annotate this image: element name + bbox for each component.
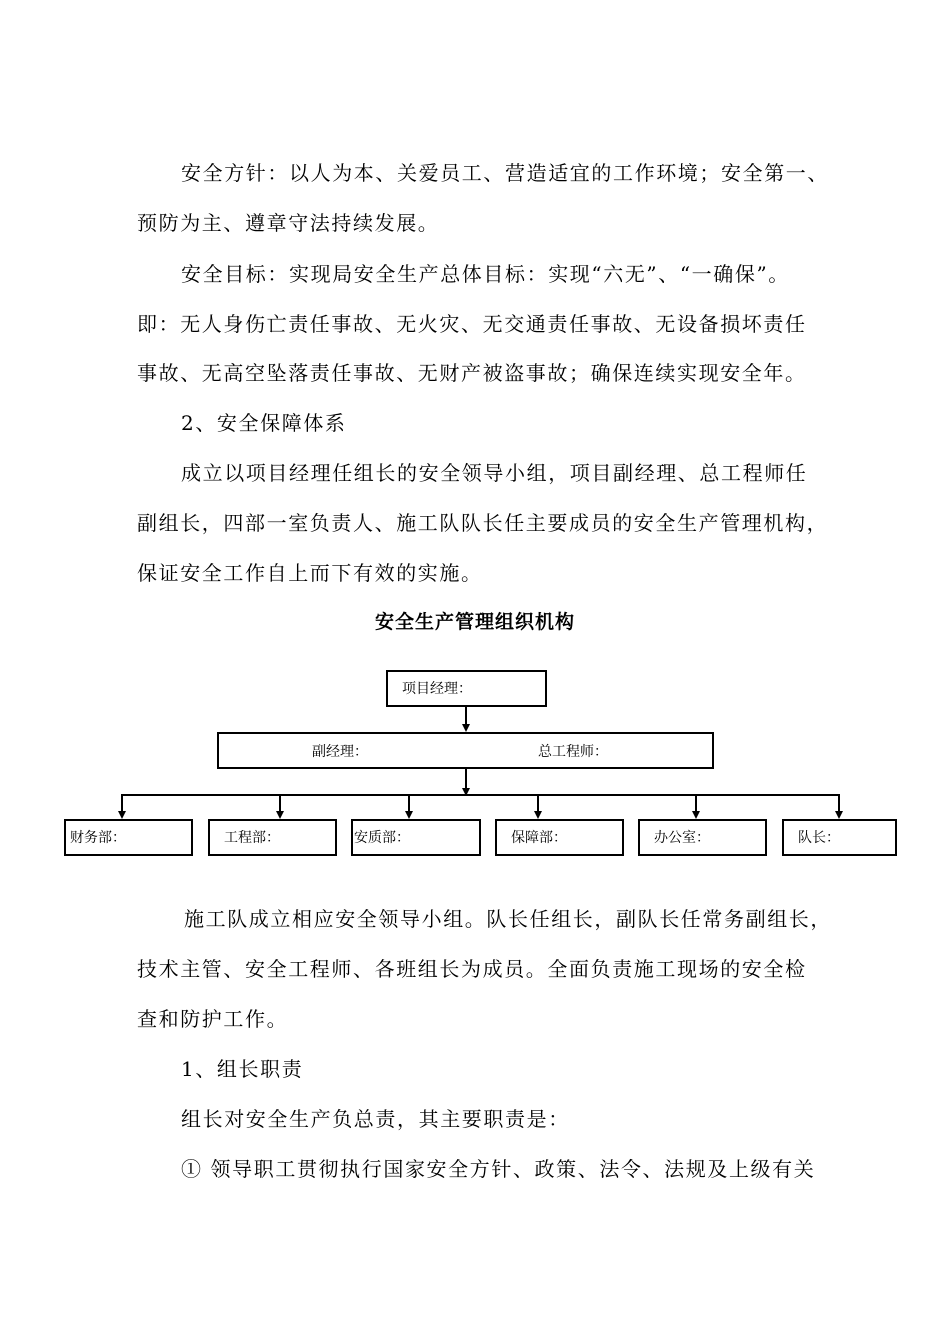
org-box-quality-safety (351, 819, 481, 856)
org-box-office-label: 办公室： (654, 830, 710, 846)
org-box-finance (64, 819, 193, 856)
paragraph-organization-line-3: 保证安全工作自上而下有效的实施。 (137, 561, 483, 585)
org-box-team-leader-label: 队长： (798, 830, 840, 846)
paragraph-team-group-line-2: 技术主管、安全工程师、各班组长为成员。全面负责施工现场的安全检 (137, 957, 807, 981)
org-box-team-leader (782, 819, 897, 856)
org-box-office (638, 819, 767, 856)
paragraph-organization-line-2: 副组长，四部一室负责人、施工队队长任主要成员的安全生产管理机构， (137, 511, 829, 535)
paragraph-safety-policy-line-2: 预防为主、遵章守法持续发展。 (137, 211, 440, 235)
paragraph-organization-line-1: 成立以项目经理任组长的安全领导小组，项目副经理、总工程师任 (181, 461, 808, 485)
org-box-support-label: 保障部： (511, 830, 567, 846)
org-box-deputy-manager-label: 副经理： (312, 744, 368, 760)
paragraph-team-group-line-3: 查和防护工作。 (137, 1007, 289, 1031)
org-box-project-manager-label: 项目经理： (402, 681, 472, 697)
org-box-support (495, 819, 624, 856)
org-box-project-manager (386, 670, 547, 707)
org-box-engineering (208, 819, 337, 856)
org-box-chief-engineer-label: 总工程师： (538, 744, 608, 760)
paragraph-safety-policy-line-1: 安全方针：以人为本、关爱员工、营造适宜的工作环境；安全第一、 (181, 161, 829, 185)
paragraph-leader-responsibility: 组长对安全生产负总责，其主要职责是： (181, 1107, 570, 1131)
org-box-engineering-label: 工程部： (224, 830, 280, 846)
org-chart-title: 安全生产管理组织机构 (374, 611, 575, 633)
paragraph-safety-goal-line-3: 事故、无高空坠落责任事故、无财产被盗事故；确保连续实现安全年。 (137, 361, 807, 385)
section-heading-leader-duties: 1、组长职责 (181, 1057, 304, 1081)
org-box-deputy (217, 732, 714, 769)
paragraph-safety-goal-line-1: 安全目标：实现局安全生产总体目标：实现“六无”、“一确保”。 (181, 262, 790, 286)
org-box-finance-label: 财务部： (70, 830, 126, 846)
org-box-quality-safety-label: 安质部： (354, 830, 410, 846)
list-item-duty-1: ① 领导职工贯彻执行国家安全方针、政策、法令、法规及上级有关 (181, 1157, 816, 1181)
section-heading-safety-system: 2、安全保障体系 (181, 411, 347, 435)
paragraph-team-group-line-1: 施工队成立相应安全领导小组。队长任组长，副队长任常务副组长， (184, 907, 832, 931)
paragraph-safety-goal-line-2: 即：无人身伤亡责任事故、无火灾、无交通责任事故、无设备损坏责任 (137, 312, 807, 336)
